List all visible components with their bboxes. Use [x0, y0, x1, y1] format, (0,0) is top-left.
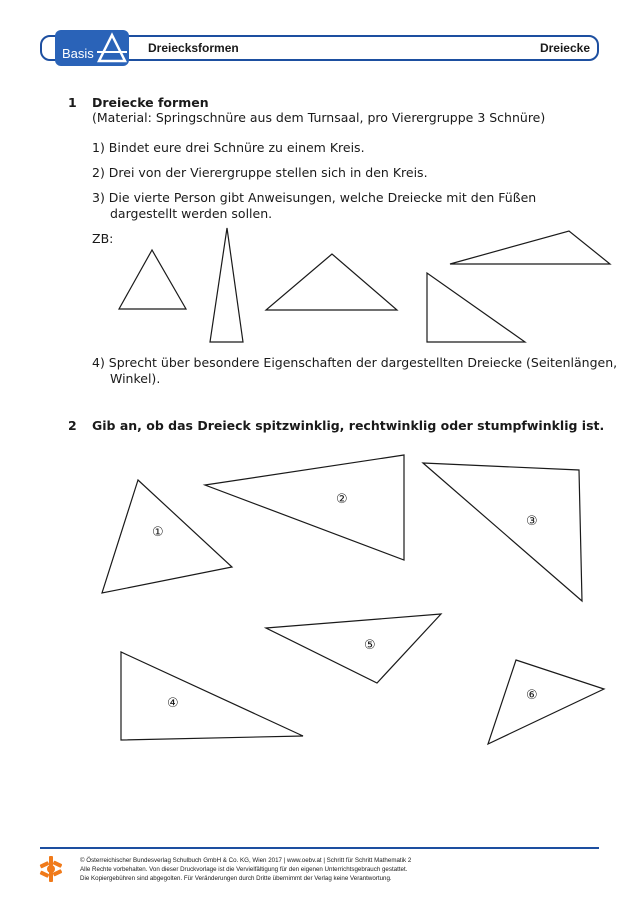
- task1-step4-cont: Winkel).: [110, 371, 161, 386]
- task2-title: Gib an, ob das Dreieck spitzwinklig, rechtwinklig oder stumpfwinklig ist.: [92, 418, 605, 433]
- triangle-2: [205, 455, 404, 560]
- triangle-1: [102, 480, 232, 593]
- footer-disclaimer: Die Kopiergebühren sind abgegolten. Für Veränderungen durch Dritte übernimmt der Verlag keine Verantwortung.: [80, 875, 392, 882]
- example-triangle-equilateral: [119, 250, 186, 309]
- task1-material: (Material: Springschnüre aus dem Turnsaal, pro Vierergruppe 3 Schnüre): [92, 110, 546, 125]
- task1-step2: 2) Drei von der Vierergruppe stellen sich in den Kreis.: [92, 165, 428, 180]
- task1-step1: 1) Bindet eure drei Schnüre zu einem Kreis.: [92, 140, 365, 155]
- task1-step3: 3) Die vierte Person gibt Anweisungen, welche Dreiecke mit den Füßen: [92, 190, 537, 205]
- footer-rights: Alle Rechte vorbehalten. Von dieser Druckvorlage ist die Vervielfältigung für den eigenen Unterrichtsgebrauch gestattet.: [80, 866, 408, 873]
- task1-number: 1: [68, 95, 77, 110]
- triangle-1-label: ①: [152, 525, 164, 540]
- triangle-4: [121, 652, 303, 740]
- task1-step3-cont: dargestellt werden sollen.: [110, 206, 273, 221]
- triangle-5: [266, 614, 441, 683]
- page-topic: Dreiecke: [539, 41, 590, 55]
- footer-copyright: © Österreichischer Bundesverlag Schulbuch GmbH & Co. KG, Wien 2017 | www.oebv.at | Schritt für Schritt Mathematik 2: [80, 857, 412, 864]
- triangle-5-label: ⑤: [364, 638, 376, 653]
- triangle-2-label: ②: [336, 492, 348, 507]
- example-triangle-obtuse-isosceles: [266, 254, 397, 310]
- publisher-logo-icon: [38, 855, 64, 883]
- task2-number: 2: [68, 418, 77, 433]
- example-label: ZB:: [92, 231, 114, 246]
- triangle-3-label: ③: [526, 514, 538, 529]
- example-triangle-right: [427, 273, 525, 342]
- triangle-6: [488, 660, 604, 744]
- page-title: Dreiecksformen: [148, 41, 239, 55]
- example-triangle-obtuse-flat: [450, 231, 610, 264]
- triangle-4-label: ④: [167, 696, 179, 711]
- example-triangle-tall-isosceles: [210, 228, 243, 342]
- task1-title: Dreiecke formen: [92, 95, 209, 110]
- triangle-3: [423, 463, 582, 601]
- task1-step4: 4) Sprecht über besondere Eigenschaften der dargestellten Dreiecke (Seitenlängen,: [92, 355, 618, 370]
- triangle-6-label: ⑥: [526, 688, 538, 703]
- level-label: Basis: [62, 46, 94, 61]
- footer-line: [40, 847, 599, 849]
